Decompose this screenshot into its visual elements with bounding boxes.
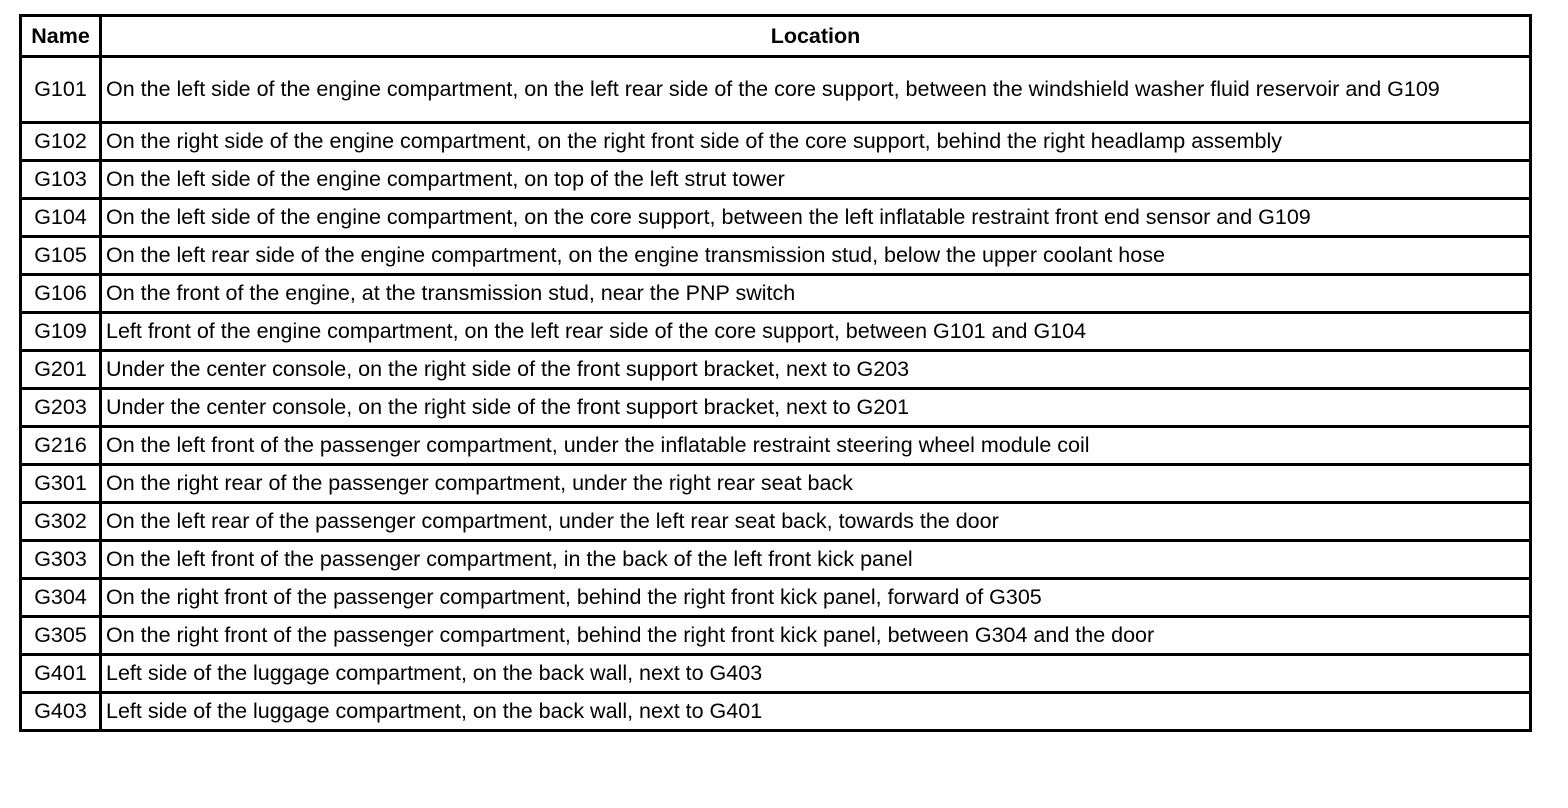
ground-name-cell: G106 <box>21 275 101 313</box>
table-row <box>21 123 1531 161</box>
ground-name-cell: G109 <box>21 313 101 351</box>
table-row <box>21 655 1531 693</box>
ground-name-cell: G216 <box>21 427 101 465</box>
table-row <box>21 503 1531 541</box>
ground-location-cell: On the front of the engine, at the transmission stud, near the PNP switch <box>101 275 1531 313</box>
table-row <box>21 693 1531 731</box>
ground-location-cell: On the left side of the engine compartment, on top of the left strut tower <box>101 161 1531 199</box>
table-row <box>21 275 1531 313</box>
location-column-header: Location <box>101 16 1531 57</box>
ground-name-cell: G304 <box>21 579 101 617</box>
ground-locations-table <box>19 14 1532 732</box>
ground-location-cell: On the right side of the engine compartment, on the right front side of the core support, behind the right headlamp assembly <box>101 123 1531 161</box>
table-row <box>21 389 1531 427</box>
ground-location-cell: On the left front of the passenger compartment, under the inflatable restraint steering wheel module coil <box>101 427 1531 465</box>
ground-location-cell: On the left side of the engine compartment, on the left rear side of the core support, between the windshield washer fluid reservoir and G109 <box>101 57 1531 123</box>
table-row <box>21 351 1531 389</box>
ground-location-cell: Under the center console, on the right side of the front support bracket, next to G203 <box>101 351 1531 389</box>
ground-name-cell: G101 <box>21 57 101 123</box>
ground-location-cell: On the left rear of the passenger compartment, under the left rear seat back, towards the door <box>101 503 1531 541</box>
ground-name-cell: G102 <box>21 123 101 161</box>
table-row <box>21 313 1531 351</box>
ground-location-cell: On the left rear side of the engine compartment, on the engine transmission stud, below the upper coolant hose <box>101 237 1531 275</box>
ground-location-cell: On the left front of the passenger compartment, in the back of the left front kick panel <box>101 541 1531 579</box>
ground-name-cell: G403 <box>21 693 101 731</box>
ground-location-cell: On the left side of the engine compartment, on the core support, between the left inflatable restraint front end sensor and G109 <box>101 199 1531 237</box>
table-row <box>21 617 1531 655</box>
ground-name-cell: G203 <box>21 389 101 427</box>
ground-location-cell: Left side of the luggage compartment, on the back wall, next to G403 <box>101 655 1531 693</box>
ground-name-cell: G401 <box>21 655 101 693</box>
table-row <box>21 541 1531 579</box>
ground-locations-table-wrapper <box>19 14 1532 732</box>
ground-name-cell: G201 <box>21 351 101 389</box>
ground-location-cell: Under the center console, on the right side of the front support bracket, next to G201 <box>101 389 1531 427</box>
table-row <box>21 579 1531 617</box>
ground-name-cell: G105 <box>21 237 101 275</box>
ground-name-cell: G103 <box>21 161 101 199</box>
ground-location-cell: On the right front of the passenger compartment, behind the right front kick panel, forward of G305 <box>101 579 1531 617</box>
table-row <box>21 57 1531 123</box>
ground-location-cell: Left side of the luggage compartment, on the back wall, next to G401 <box>101 693 1531 731</box>
table-body <box>21 57 1531 731</box>
table-row <box>21 237 1531 275</box>
ground-location-cell: Left front of the engine compartment, on the left rear side of the core support, between G101 and G104 <box>101 313 1531 351</box>
table-row <box>21 427 1531 465</box>
table-row <box>21 199 1531 237</box>
ground-name-cell: G305 <box>21 617 101 655</box>
ground-name-cell: G303 <box>21 541 101 579</box>
ground-location-cell: On the right front of the passenger compartment, behind the right front kick panel, between G304 and the door <box>101 617 1531 655</box>
table-row <box>21 161 1531 199</box>
name-column-header: Name <box>21 16 101 57</box>
ground-name-cell: G104 <box>21 199 101 237</box>
ground-name-cell: G301 <box>21 465 101 503</box>
ground-location-cell: On the right rear of the passenger compartment, under the right rear seat back <box>101 465 1531 503</box>
ground-name-cell: G302 <box>21 503 101 541</box>
table-row <box>21 465 1531 503</box>
header-row <box>21 16 1531 57</box>
